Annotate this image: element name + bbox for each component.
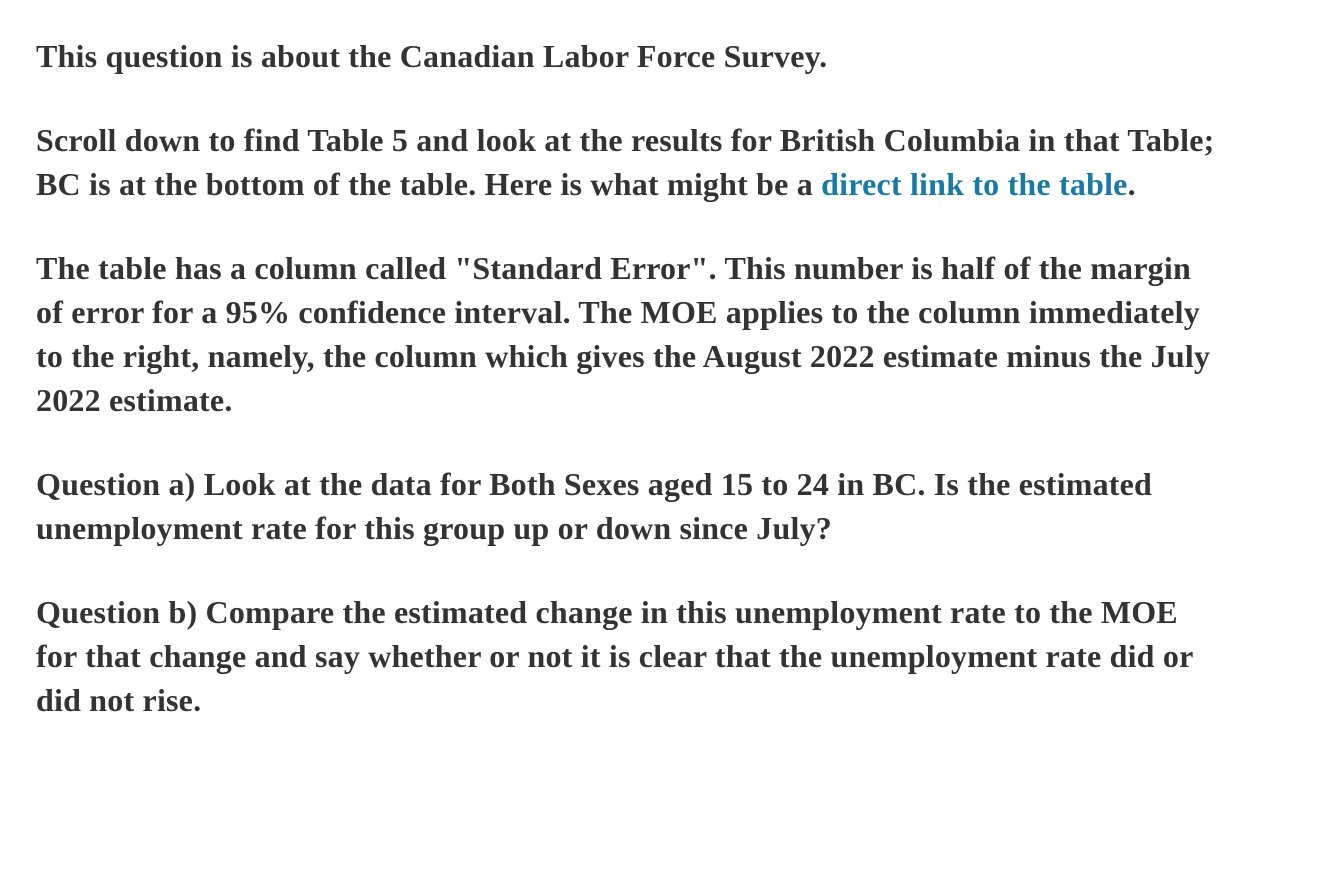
intro-paragraph: This question is about the Canadian Labor Force Survey. — [36, 38, 828, 74]
table-instructions-text: Scroll down to find Table 5 and look at the results for British Columbia in that Table; BC is at the bottom of the table. Here is what might be a — [36, 122, 1215, 202]
question-b: Question b) Compare the estimated change in this unemployment rate to the MOE for that change and say whether or not it is clear that the unemployment rate did or did not rise. — [36, 594, 1193, 718]
direct-table-link[interactable]: direct link to the table — [821, 166, 1128, 202]
table-instructions-end: . — [1127, 166, 1136, 202]
question-body — [36, 34, 1226, 762]
question-a: Question a) Look at the data for Both Sexes aged 15 to 24 in BC. Is the estimated unemployment rate for this group up or down since July? — [36, 466, 1153, 546]
table-instructions-paragraph — [36, 118, 1226, 206]
standard-error-paragraph: The table has a column called "Standard Error". This number is half of the margin of error for a 95% confidence interval. The MOE applies to the column immediately to the right, namely, the column which gives the August 2022 estimate minus the July 2022 estimate. — [36, 250, 1211, 418]
